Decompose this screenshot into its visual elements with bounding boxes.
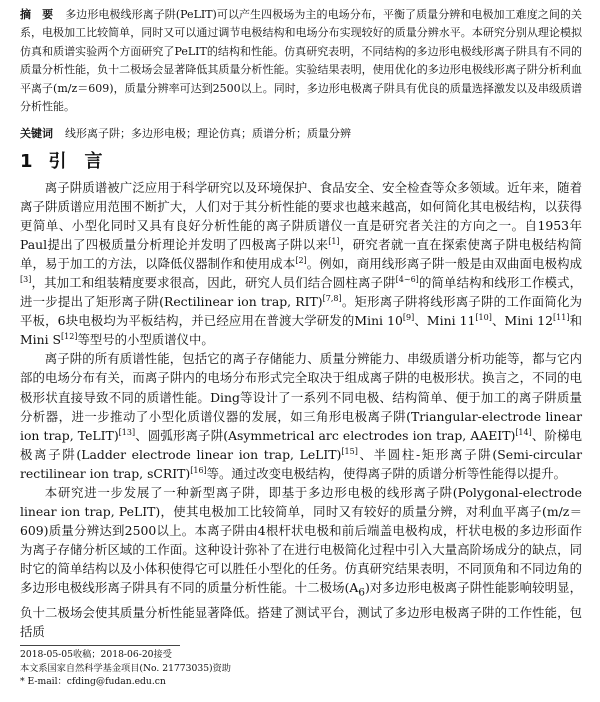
citation-ref: [13] — [118, 427, 136, 437]
text-run: 、半圆柱-矩形离子阱(Semi-circular rectilinear ion trap, sCRIT) — [20, 446, 582, 481]
paragraph-1 — [20, 178, 582, 349]
section-heading — [20, 150, 582, 174]
keywords-label: 关键词 — [20, 127, 53, 140]
text-run: 、Mini 12 — [491, 313, 554, 329]
footnote-funding: 本文系国家自然科学基金项目(No. 21773035)资助 — [20, 662, 231, 674]
text-run: 。矩形离子阱将线形离子阱的工作面简化为平板，6块电极均为平板结构，并已经应用在普渡大学研发的Mini 10 — [20, 294, 582, 329]
citation-ref: [11] — [553, 313, 570, 323]
body-text — [20, 178, 582, 641]
keywords-text: 线形离子阱；多边形电极；理论仿真；质谱分析；质量分辨 — [65, 127, 351, 140]
text-run: 本研究进一步发展了一种新型离子阱，即基于多边形电极的线形离子阱(Polygonal-electrode linear ion trap, PeLIT)，使其电极加工比较简单，同时又有较好的质量分辨，对利血平离子(m/z＝609)质量分辨达到2500以上。本离子阱由4根杆状电极和前后端盖电极构成，杆状电极的多边形面作为离子存储分析区域的工作面。这种设计弥补了在进行电极简化过程中引入大量高阶场成分的缺点，同时它的简单结构以及小体积使得它可以胜任小型化的任务。仿真研究结果表明，不同顶角和不同边角的多边形电极线形离子阱具有不同的质量分析性能。十二极场(A — [20, 484, 582, 595]
keywords — [20, 126, 582, 142]
footnotes — [20, 648, 582, 689]
text-run: ，研究者就一直在探索使离子阱电极结构简单，易于加工的方法，以降低仪器制作和使用成本 — [20, 237, 582, 272]
abstract-label: 摘 要 — [20, 8, 54, 21]
text-run: 和Mini S — [20, 313, 582, 348]
text-run: 、圆弧形离子阱(Asymmetrical arc electrodes ion trap, AAEIT) — [135, 427, 516, 443]
citation-ref: [7,8] — [322, 294, 342, 304]
footnote-rule — [20, 645, 180, 646]
text-run: ，其加工和组装精度要求很高，因此，研究人员们结合圆柱离子阱 — [31, 275, 396, 291]
citation-ref: [14] — [515, 427, 532, 437]
subscript: 6 — [358, 586, 365, 599]
citation-ref: [12] — [61, 332, 78, 342]
citation-ref: [4~6] — [395, 275, 419, 285]
citation-ref: [16] — [190, 465, 207, 475]
citation-ref: [10] — [475, 313, 492, 323]
text-run: 等。通过改变电极结构，使得离子阱的质谱分析等性能得以提升。 — [206, 465, 566, 481]
footnote-received: 2018-05-05收稿；2018-06-20接受 — [20, 649, 172, 660]
footnote-email: * E-mail：cfding@fudan.edu.cn — [20, 676, 166, 687]
text-run: 离子阱质谱被广泛应用于科学研究以及环境保护、食品安全、安全检查等众多领域。近年来，随着离子阱质谱应用范围不断扩大，人们对于其分析性能的要求也越来越高，如何简化其电极结构，以获得更简单、小型化同时又具有良好分析性能的离子阱质谱仪一直是研究者关注的方向之一。自1953年Paul提出了四极质量分析理论并发明了四极离子阱以来 — [20, 180, 582, 253]
citation-ref: [9] — [402, 313, 415, 323]
citation-ref: [2] — [295, 256, 307, 266]
text-run: 、Mini 11 — [414, 313, 476, 329]
text-run: 的简单结构和线形工作模式，进一步提出了矩形离子阱(Rectilinear ion trap, RIT) — [20, 275, 583, 310]
citation-ref: [3] — [20, 275, 32, 285]
paragraph-3 — [20, 483, 582, 641]
text-run: 、阶梯电极离子阱(Ladder electrode linear ion trap, LeLIT) — [20, 427, 583, 462]
citation-ref: [15] — [341, 446, 358, 456]
citation-ref: [1] — [328, 237, 340, 247]
text-run: 离子阱的所有质谱性能，包括它的离子存储能力、质量分辨能力、串级质谱分析功能等，都与它内部的电场分布有关，而离子阱内的电场分布形式完全取决于组成离子阱的电极形状。换言之，不同的电极形状直接导致不同的质谱性能。Ding等设计了一系列不同电极、结构简单、便于加工的离子阱质量分析器，进一步推动了小型化质谱仪器的发展，如三角形电极离子阱(Triangular-electrode linear ion trap, TeLIT) — [20, 351, 582, 443]
section-title: 引 言 — [48, 151, 103, 172]
text-run: 等型号的小型质谱仪中。 — [77, 332, 214, 348]
paragraph-2 — [20, 349, 582, 482]
text-run: 。例如，商用线形离子阱一般是由双曲面电极构成 — [306, 256, 582, 272]
text-run: )对多边形电极离子阱性能影响较明显，负十二极场会使其质量分析性能显著降低。搭建了测试平台，测试了多边形电极离子阱的工作性能，包括质 — [20, 579, 582, 639]
abstract — [20, 6, 582, 116]
abstract-text: 多边形电极线形离子阱(PeLIT)可以产生四极场为主的电场分布，平衡了质量分辨和电极加工难度之间的关系，电极加工比较简单，同时又可以通过调节电极结构和电场分布实现较好的质量分辨水平。本研究分别从理论模拟仿真和质谱实验两个方面研究了PeLIT的结构和性能。仿真研究表明，不同结构的多边形电极线形离子阱具有不同的质量分析性能，负十二极场会显著降低其质量分析性能。实验结果表明，使用优化的多边形电极线形离子阱分析利血平离子(m/z＝609)，质量分辨率可达到2500以上。同时，多边形电极离子阱具有优良的质量选择激发以及串级质谱分析性能。 — [20, 8, 583, 114]
section-number: 1 — [20, 151, 33, 172]
